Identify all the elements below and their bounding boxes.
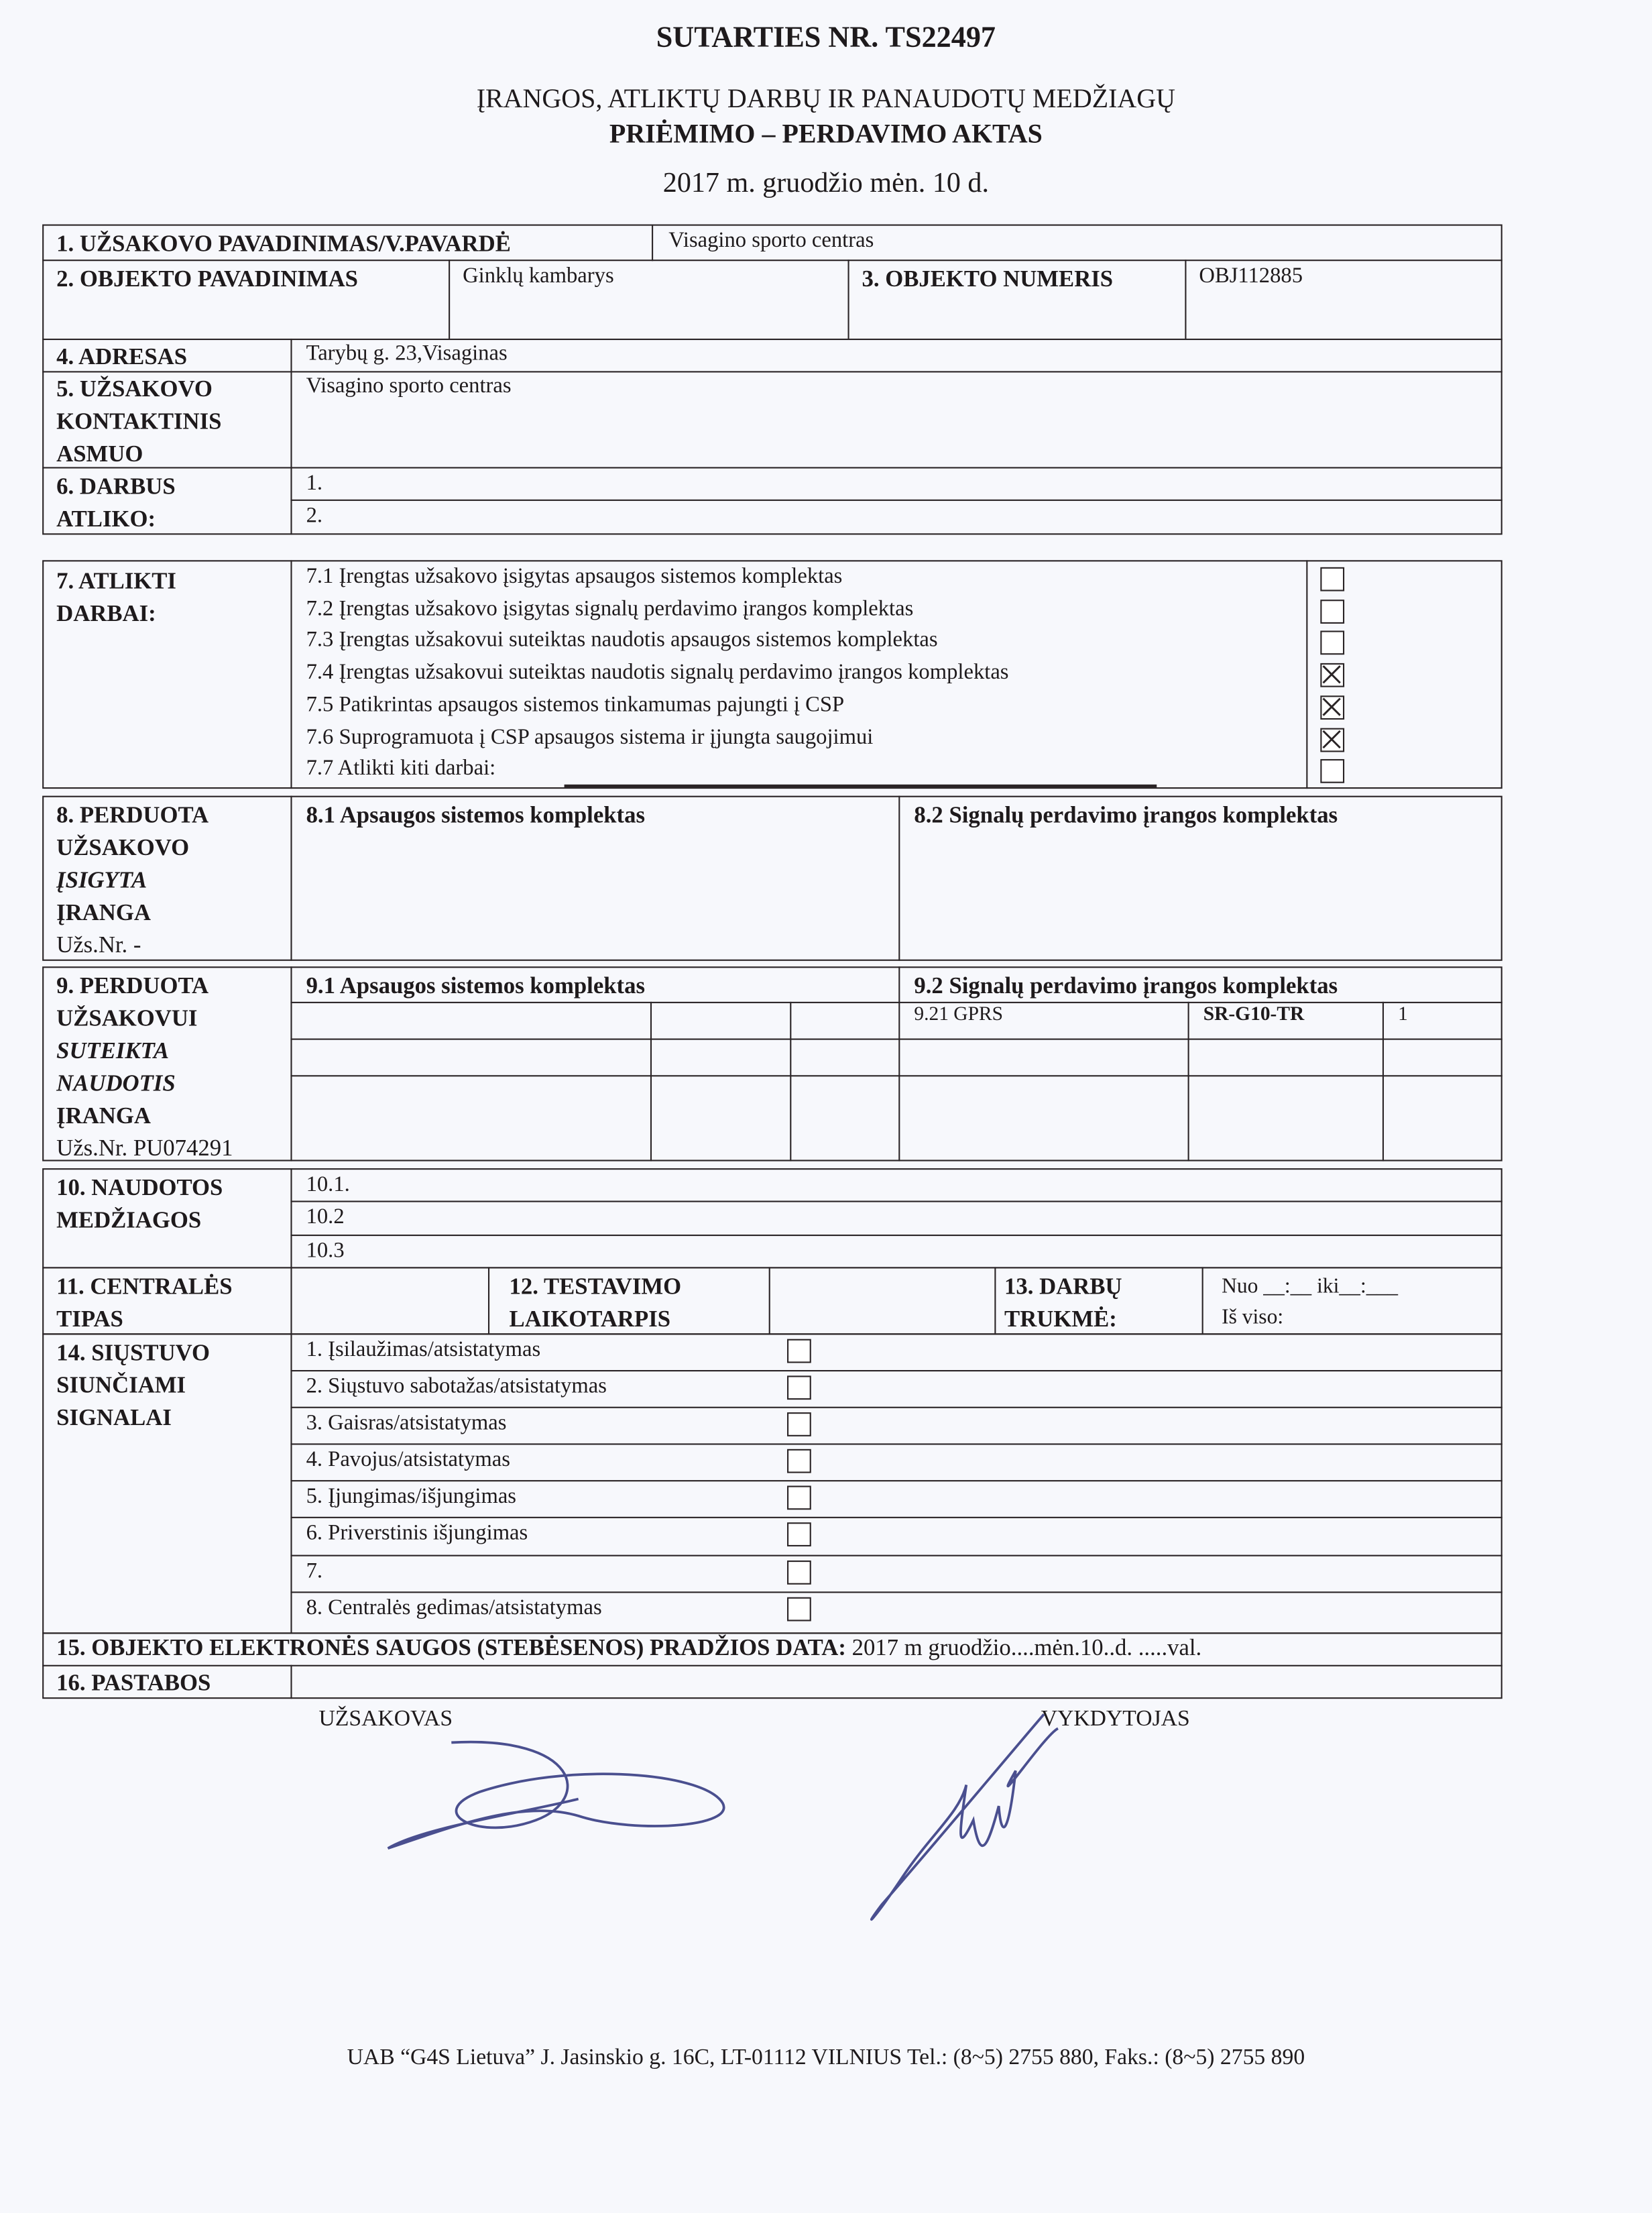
monitoring-start-date: 15. OBJEKTO ELEKTRONĖS SAUGOS (STEBĖSENOS) PRADŽIOS DATA: 2017 m gruodžio....mėn.10..d. .....val. <box>56 1634 1202 1661</box>
work-item-checkbox[interactable] <box>1320 567 1344 591</box>
provided-security-kit-header: 9.1 Apsaugos sistemos komplektas <box>306 972 645 999</box>
work-item-checkbox[interactable] <box>1320 631 1344 655</box>
notes-field[interactable] <box>290 1668 1500 1697</box>
signal-item: 7. <box>306 1558 323 1583</box>
provided-equipment-label: 9. PERDUOTA UŽSAKOVUI SUTEIKTA NAUDOTIS ĮRANGA Užs.Nr. PU074291 <box>56 972 233 1161</box>
object-name-label: 2. OBJEKTO PAVADINIMAS <box>56 265 358 292</box>
signal-checkbox[interactable] <box>787 1412 811 1436</box>
signals-table <box>42 1333 1502 1634</box>
contract-title: SUTARTIES NR. TS22497 <box>656 19 996 54</box>
signal-checkbox[interactable] <box>787 1522 811 1546</box>
work-duration-value: Nuo __:__ iki__:___ Iš viso: <box>1222 1275 1399 1329</box>
work-item: 7.3 Įrengtas užsakovui suteiktas naudotis apsaugos sistemos komplektas <box>306 628 938 652</box>
work-duration-label: 13. DARBŲ TRUKMĖ: <box>1004 1272 1122 1332</box>
work-item-checkbox[interactable] <box>1320 600 1344 624</box>
work-item-checkbox[interactable] <box>1320 759 1344 783</box>
performed-by-label: 6. DARBUS ATLIKO: <box>56 472 176 532</box>
act-title: PRIĖMIMO – PERDAVIMO AKTAS <box>609 119 1043 150</box>
contact-value: Visagino sporto centras <box>306 374 512 398</box>
materials-label: 10. NAUDOTOS MEDŽIAGOS <box>56 1174 223 1233</box>
work-item: 7.2 Įrengtas užsakovo įsigytas signalų perdavimo įrangos komplektas <box>306 596 914 621</box>
signal-checkbox[interactable] <box>787 1597 811 1622</box>
work-item: 7.1 Įrengtas užsakovo įsigytas apsaugos sistemos komplektas <box>306 564 843 589</box>
subtitle: ĮRANGOS, ATLIKTŲ DARBŲ IR PANAUDOTŲ MEDŽIAGŲ <box>476 84 1176 115</box>
signal-checkbox[interactable] <box>787 1449 811 1473</box>
address-label: 4. ADRESAS <box>56 343 188 370</box>
materials-table <box>42 1168 1502 1268</box>
panel-type-label: 11. CENTRALĖS TIPAS <box>56 1272 233 1332</box>
material-3: 10.3 <box>306 1239 345 1263</box>
test-period-label: 12. TESTAVIMO LAIKOTARPIS <box>509 1272 682 1332</box>
purchased-equipment-label: 8. PERDUOTA UŽSAKOVO ĮSIGYTA ĮRANGA Užs.Nr. - <box>56 801 209 958</box>
work-item: 7.6 Suprogramuota į CSP apsaugos sistema ir įjungta saugojimui <box>306 724 874 749</box>
client-name-value: Visagino sporto centras <box>668 228 874 253</box>
security-kit-header: 8.1 Apsaugos sistemos komplektas <box>306 801 645 829</box>
signal-item: 8. Centralės gedimas/atsistatymas <box>306 1595 602 1620</box>
address-value: Tarybų g. 23,Visaginas <box>306 341 508 365</box>
object-number-value: OBJ112885 <box>1199 264 1303 288</box>
contractor-label: VYKDYTOJAS <box>1041 1707 1190 1732</box>
company-footer: UAB “G4S Lietuva” J. Jasinskio g. 16C, LT-01112 VILNIUS Tel.: (8~5) 2755 880, Faks.: (8~5) 2755 890 <box>347 2045 1305 2070</box>
signal-item: 1. Įsilaužimas/atsistatymas <box>306 1337 541 1362</box>
work-item: 7.4 Įrengtas užsakovui suteiktas naudotis signalų perdavimo įrangos komplektas <box>306 660 1009 685</box>
signals-label: 14. SIŲSTUVO SIUNČIAMI SIGNALAI <box>56 1339 211 1431</box>
contractor-signature <box>846 1707 1100 1933</box>
signal-item: 4. Pavojus/atsistatymas <box>306 1447 510 1472</box>
material-2: 10.2 <box>306 1204 345 1229</box>
customer-signature <box>367 1714 790 1869</box>
document-date: 2017 m. gruodžio mėn. 10 d. <box>662 168 990 199</box>
material-1: 10.1. <box>306 1172 350 1197</box>
provided-signal-kit-header: 9.2 Signalų perdavimo įrangos komplektas <box>914 972 1338 999</box>
signal-kit-header: 8.2 Signalų perdavimo įrangos komplektas <box>914 801 1338 829</box>
signal-checkbox[interactable] <box>787 1486 811 1510</box>
check-mark-icon <box>1321 697 1341 716</box>
work-item-checkbox[interactable] <box>1320 695 1344 720</box>
equipment-model: SR-G10-TR <box>1203 1005 1305 1026</box>
signal-checkbox[interactable] <box>787 1561 811 1585</box>
contact-label: 5. UŽSAKOVO KONTAKTINIS ASMUO <box>56 375 222 467</box>
work-item: 7.5 Patikrintas apsaugos sistemos tinkamumas pajungti į CSP <box>306 692 845 717</box>
work-item-checkbox[interactable] <box>1320 728 1344 752</box>
signal-checkbox[interactable] <box>787 1375 811 1400</box>
customer-label: UŽSAKOVAS <box>318 1707 453 1732</box>
performed-by-2: 2. <box>306 504 323 528</box>
notes-label: 16. PASTABOS <box>56 1669 211 1697</box>
client-name-label: 1. UŽSAKOVO PAVADINIMAS/V.PAVARDĖ <box>56 229 511 257</box>
works-label: 7. ATLIKTI DARBAI: <box>56 567 176 627</box>
check-mark-icon <box>1321 729 1341 748</box>
signal-checkbox[interactable] <box>787 1339 811 1363</box>
signal-item: 2. Siųstuvo sabotažas/atsistatymas <box>306 1374 607 1399</box>
equipment-name: 9.21 GPRS <box>914 1005 1004 1026</box>
performed-by-1: 1. <box>306 471 323 496</box>
signal-item: 3. Gaisras/atsistatymas <box>306 1411 507 1435</box>
object-name-value: Ginklų kambarys <box>463 264 614 288</box>
equipment-quantity: 1 <box>1398 1005 1408 1026</box>
signal-item: 6. Priverstinis išjungimas <box>306 1521 528 1545</box>
object-number-label: 3. OBJEKTO NUMERIS <box>862 265 1114 292</box>
work-item-checkbox[interactable] <box>1320 663 1344 687</box>
work-item: 7.7 Atlikti kiti darbai: <box>306 756 496 781</box>
signal-item: 5. Įjungimas/išjungimas <box>306 1484 516 1509</box>
check-mark-icon <box>1321 665 1341 684</box>
